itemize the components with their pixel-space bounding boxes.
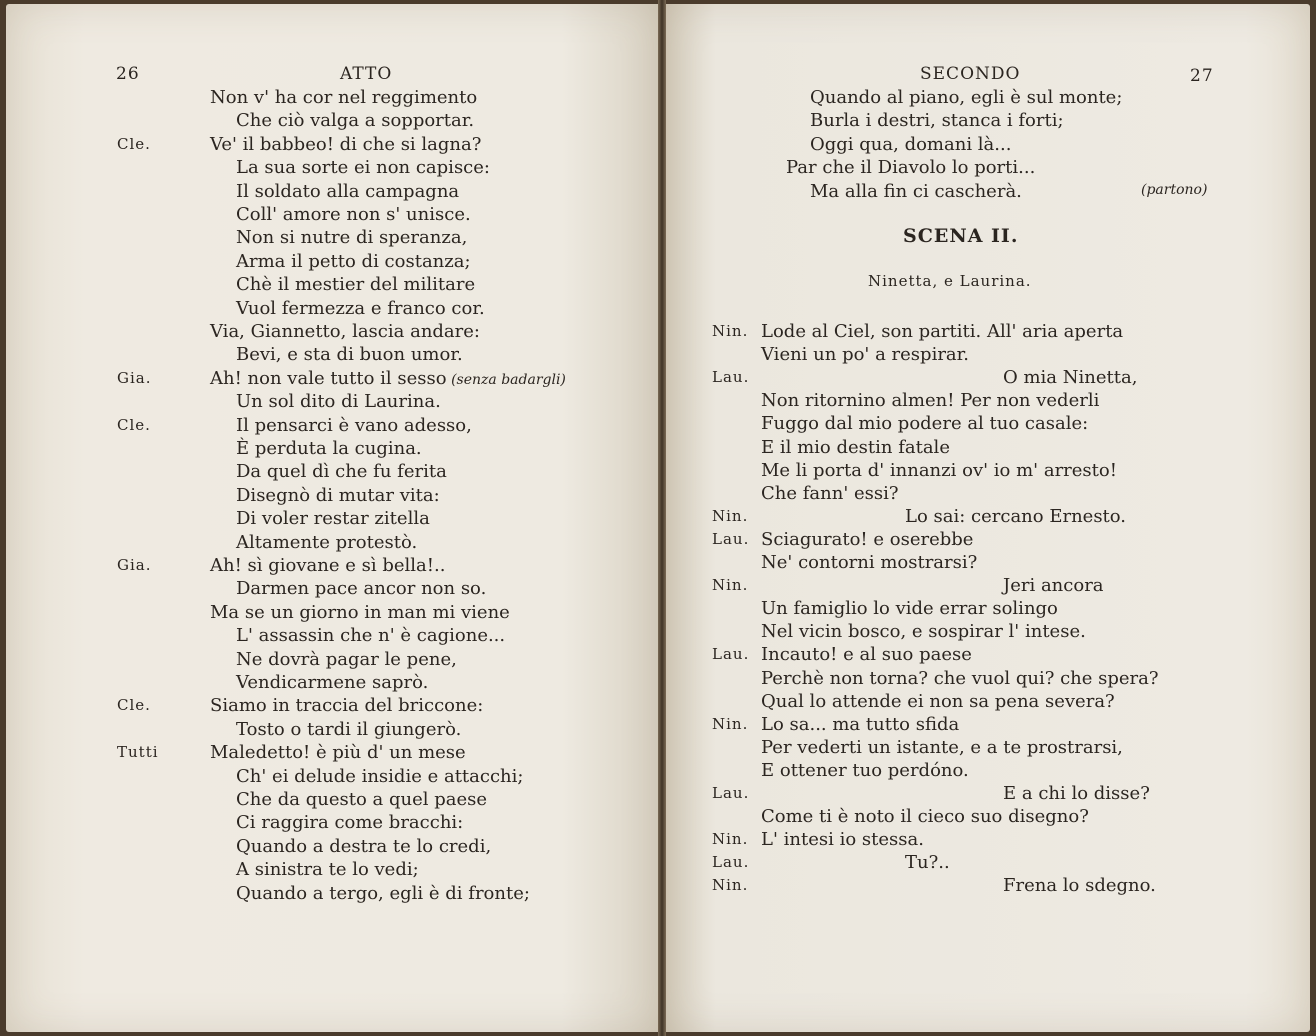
verse-text: Un sol dito di Laurina. (236, 391, 441, 413)
dialogue-line: Che fann' essi? (761, 482, 899, 504)
dialogue-line: L' intesi io stessa. (761, 829, 924, 851)
verse-line (236, 718, 461, 741)
dialogue-line: Lode al Ciel, son partiti. All' aria aperta (761, 321, 1124, 342)
verse-text: Quando a destra te lo credi, (236, 835, 492, 857)
book-gutter (658, 0, 666, 1036)
verse-text: Non v' ha cor nel reggimento (210, 87, 478, 108)
dialogue-line: Jeri ancora (1003, 575, 1104, 597)
verse-line (236, 484, 440, 507)
dialogue-line: Nel vicin bosco, e sospirar l' intese. (761, 621, 1086, 643)
dialogue-line: Perchè non torna? che vuol qui? che spera? (761, 667, 1159, 689)
verse-text: Maledetto! è più d' un mese (210, 742, 466, 764)
verse-text: Ma se un giorno in man mi viene (210, 601, 510, 623)
right-running-head: SECONDO (920, 64, 1021, 84)
dialogue-line: Incauto! e al suo paese (761, 644, 972, 666)
verse-line (236, 765, 523, 788)
verse-line (236, 250, 471, 273)
speaker-label: Nin. (712, 322, 749, 340)
verse-line (236, 648, 457, 671)
verse-text: Altamente protestò. (236, 531, 418, 553)
verse-line (210, 367, 566, 392)
speaker-label: Nin. (712, 876, 749, 895)
verse-line (236, 437, 422, 460)
verse-line (236, 180, 459, 203)
left-page-number: 26 (116, 64, 140, 84)
verse-line: Par che il Diavolo lo porti... (786, 157, 1036, 179)
dialogue-line: Non ritornino almen! Per non vederli (761, 390, 1100, 412)
speaker-label: Lau. (712, 784, 750, 802)
verse-line: Ma alla fin ci cascherà. (810, 180, 1022, 202)
verse-line (236, 203, 471, 226)
verse-line: Oggi qua, domani là... (810, 133, 1012, 155)
right-page-number: 27 (1190, 66, 1214, 86)
left-running-head: ATTO (340, 64, 393, 84)
verse-line (236, 273, 475, 296)
verse-line (236, 882, 530, 905)
verse-text: Che da questo a quel paese (236, 789, 488, 810)
dialogue-line: Lo sa... ma tutto sfida (761, 713, 960, 735)
verse-text: Chè il mestier del militare (236, 274, 476, 296)
verse-line (236, 343, 463, 366)
verse-text: Ci raggira come bracchi: (236, 812, 464, 834)
verse-line: Burla i destri, stanca i forti; (810, 110, 1064, 132)
dialogue-line: E a chi lo disse? (1003, 783, 1150, 804)
verse-text: Vendicarmene saprò. (236, 672, 429, 693)
verse-text: L' assassin che n' è cagione... (236, 625, 506, 647)
verse-text: Bevi, e sta di buon umor. (236, 344, 463, 366)
dialogue-line: Per vederti un istante, e a te prostrarsi, (761, 736, 1123, 758)
verse-text: Siamo in traccia del briccone: (210, 695, 484, 717)
speaker-label: Nin. (712, 714, 749, 733)
verse-line (210, 601, 510, 624)
speaker-label: Nin. (712, 576, 749, 595)
verse-line (236, 858, 419, 881)
speaker-label: Gia. (117, 368, 152, 387)
verse-text: Che ciò valga a sopportar. (236, 110, 475, 132)
dialogue-line: Ne' contorni mostrarsi? (761, 552, 978, 573)
speaker-label: Lau. (712, 368, 750, 387)
stage-direction-exit: (partono) (1141, 182, 1208, 198)
speaker-label: Lau. (712, 529, 750, 548)
verse-text: Via, Giannetto, lascia andare: (210, 321, 480, 342)
verse-line (210, 554, 445, 577)
dialogue-line: Sciagurato! e oserebbe (761, 528, 974, 550)
dialogue-line: Qual lo attende ei non sa pena severa? (761, 690, 1115, 712)
verse-line (236, 811, 463, 834)
speaker-label: Tutti (117, 743, 159, 762)
verse-text: La sua sorte ei non capisce: (236, 157, 490, 179)
dialogue-line: E ottener tuo perdóno. (761, 759, 969, 781)
verse-text: Ah! non vale tutto il sesso (210, 367, 447, 389)
verse-text: Ah! sì giovane e sì bella!.. (210, 555, 446, 576)
speaker-label: Cle. (117, 696, 151, 715)
verse-text: Coll' amore non s' unisce. (236, 204, 471, 225)
scene-title: SCENA II. (903, 225, 1019, 247)
dialogue-line: Vieni un po' a respirar. (761, 344, 970, 366)
verse-line (210, 133, 481, 156)
dialogue-line: Fuggo dal mio podere al tuo casale: (761, 413, 1089, 435)
verse-line (236, 531, 417, 554)
verse-text: Ch' ei delude insidie e attacchi; (236, 765, 524, 787)
dialogue-line: O mia Ninetta, (1003, 367, 1138, 389)
verse-line (236, 390, 441, 413)
verse-line (236, 835, 491, 858)
verse-line (236, 624, 505, 647)
stage-direction: (senza badargli) (446, 371, 566, 388)
verse-text: È perduta la cugina. (236, 438, 422, 459)
speaker-label: Lau. (712, 645, 750, 664)
speaker-label: Cle. (117, 415, 151, 434)
verse-line (210, 86, 477, 109)
verse-line: Quando al piano, egli è sul monte; (810, 87, 1123, 108)
verse-text: Di voler restar zitella (236, 508, 430, 530)
verse-line (236, 226, 467, 249)
verse-line (236, 297, 485, 320)
verse-text: Ve' il babbeo! di che si lagna? (210, 133, 482, 155)
dialogue-line: Un famiglio lo vide errar solingo (761, 598, 1058, 620)
dialogue-line: E il mio destin fatale (761, 436, 950, 458)
verse-text: Non si nutre di speranza, (236, 227, 468, 249)
verse-text: Tosto o tardi il giungerò. (236, 718, 462, 740)
dialogue-line: Lo sai: cercano Ernesto. (905, 505, 1127, 527)
verse-line (236, 414, 472, 437)
verse-line (236, 460, 447, 483)
verse-line (236, 156, 490, 179)
verse-line (236, 109, 474, 132)
verse-line (236, 671, 428, 694)
speaker-label: Nin. (712, 506, 749, 525)
speaker-label: Lau. (712, 853, 750, 872)
verse-text: Ne dovrà pagar le pene, (236, 648, 457, 670)
dialogue-line: Tu?.. (905, 852, 950, 874)
verse-line (210, 741, 466, 764)
scene-characters: Ninetta, e Laurina. (868, 272, 1032, 290)
verse-line (210, 694, 483, 717)
verse-text: Vuol fermezza e franco cor. (236, 297, 485, 319)
verse-line (236, 577, 486, 600)
verse-line (236, 788, 487, 811)
verse-text: Il pensarci è vano adesso, (236, 414, 472, 436)
verse-line (236, 507, 430, 530)
speaker-label: Cle. (117, 134, 151, 153)
verse-text: Da quel dì che fu ferita (236, 461, 447, 483)
speaker-label: Gia. (117, 556, 152, 574)
verse-text: Darmen pace ancor non so. (236, 578, 487, 600)
verse-line (210, 320, 480, 343)
dialogue-line: Frena lo sdegno. (1003, 875, 1156, 897)
verse-text: A sinistra te lo vedi; (236, 859, 419, 881)
verse-text: Arma il petto di costanza; (236, 250, 471, 272)
speaker-label: Nin. (712, 830, 749, 849)
verse-text: Quando a tergo, egli è di fronte; (236, 882, 530, 904)
verse-text: Il soldato alla campagna (236, 180, 460, 202)
dialogue-line: Come ti è noto il cieco suo disegno? (761, 806, 1089, 828)
dialogue-line: Me li porta d' innanzi ov' io m' arresto! (761, 459, 1117, 481)
verse-text: Disegnò di mutar vita: (236, 484, 440, 506)
